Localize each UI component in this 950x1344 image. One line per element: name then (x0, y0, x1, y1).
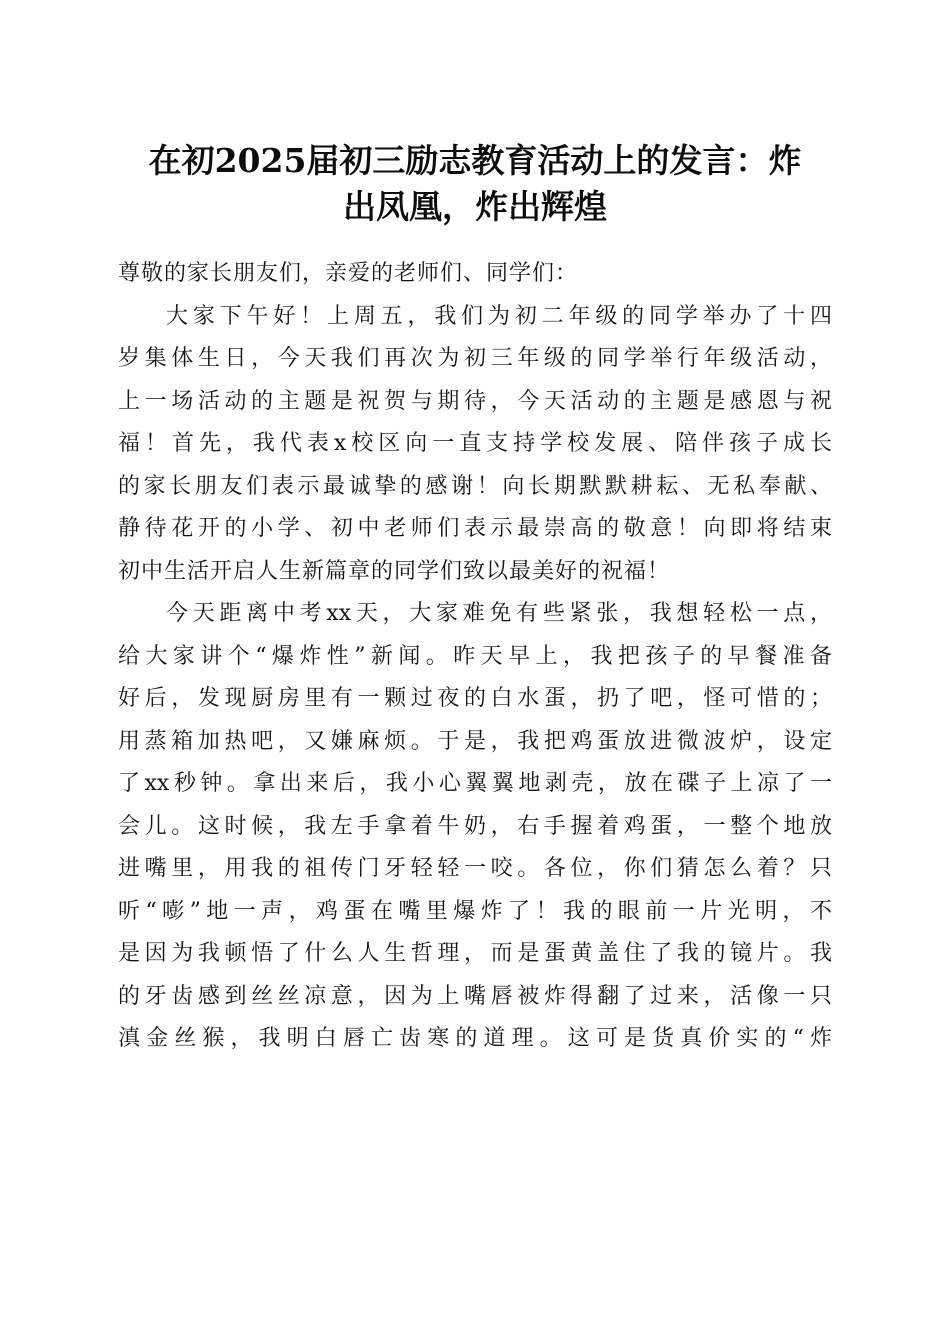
paragraph-2-line: 是因为我顿悟了什么人生哲理，而是蛋黄盖住了我的镜片。我 (118, 941, 832, 966)
paragraph-2-line: 好后，发现厨房里有一颗过夜的白水蛋，扔了吧，怪可惜的； (118, 686, 832, 711)
paragraph-2-line: 的牙齿感到丝丝凉意，因为上嘴唇被炸得翻了过来，活像一只 (118, 983, 832, 1009)
paragraph-2-line: 给大家讲个“爆炸性”新闻。昨天早上，我把孩子的早餐准备 (118, 643, 832, 669)
paragraph-1-line: 的家长朋友们表示最诚挚的感谢！向长期默默耕耘、无私奉献、 (118, 473, 832, 499)
paragraph-2-line: 听“嘭”地一声，鸡蛋在嘴里爆炸了！我的眼前一片光明，不 (118, 898, 832, 924)
paragraph-1-line: 静待花开的小学、初中老师们表示最崇高的敬意！向即将结束 (118, 516, 832, 541)
paragraph-2-line: 了xx秒钟。拿出来后，我小心翼翼地剥壳，放在碟子上凉了一 (118, 771, 832, 796)
salutation: 尊敬的家长朋友们，亲爱的老师们、同学们： (118, 261, 579, 286)
paragraph-2-line: 滇金丝猴，我明白唇亡齿寒的道理。这可是货真价实的“炸 (118, 1026, 832, 1051)
paragraph-1-line: 岁集体生日，今天我们再次为初三年级的同学举行年级活动， (118, 346, 832, 371)
document-title (118, 138, 832, 230)
paragraph-1-line: 大家下午好！上周五，我们为初二年级的同学举办了十四 (166, 303, 832, 329)
paragraph-2-line: 用蒸箱加热吧，又嫌麻烦。于是，我把鸡蛋放进微波炉，设定 (118, 728, 832, 754)
document-body (118, 253, 832, 1061)
paragraph-1-line: 上一场活动的主题是祝贺与期待，今天活动的主题是感恩与祝 (118, 388, 832, 414)
title-line-1: 在初2025届初三励志教育活动上的发言：炸 (148, 141, 802, 180)
paragraph-2-line: 进嘴里，用我的祖传门牙轻轻一咬。各位，你们猜怎么着？只 (118, 856, 832, 881)
paragraph-2-line: 今天距离中考xx天，大家难免有些紧张，我想轻松一点， (166, 601, 832, 626)
title-line-2: 出凤凰，炸出辉煌 (343, 187, 607, 226)
paragraph-1-line: 初中生活开启人生新篇章的同学们致以最美好的祝福！ (118, 558, 671, 584)
paragraph-1-line: 福！首先，我代表x校区向一直支持学校发展、陪伴孩子成长 (118, 431, 832, 456)
paragraph-2-line: 会儿。这时候，我左手拿着牛奶，右手握着鸡蛋，一整个地放 (118, 813, 832, 839)
